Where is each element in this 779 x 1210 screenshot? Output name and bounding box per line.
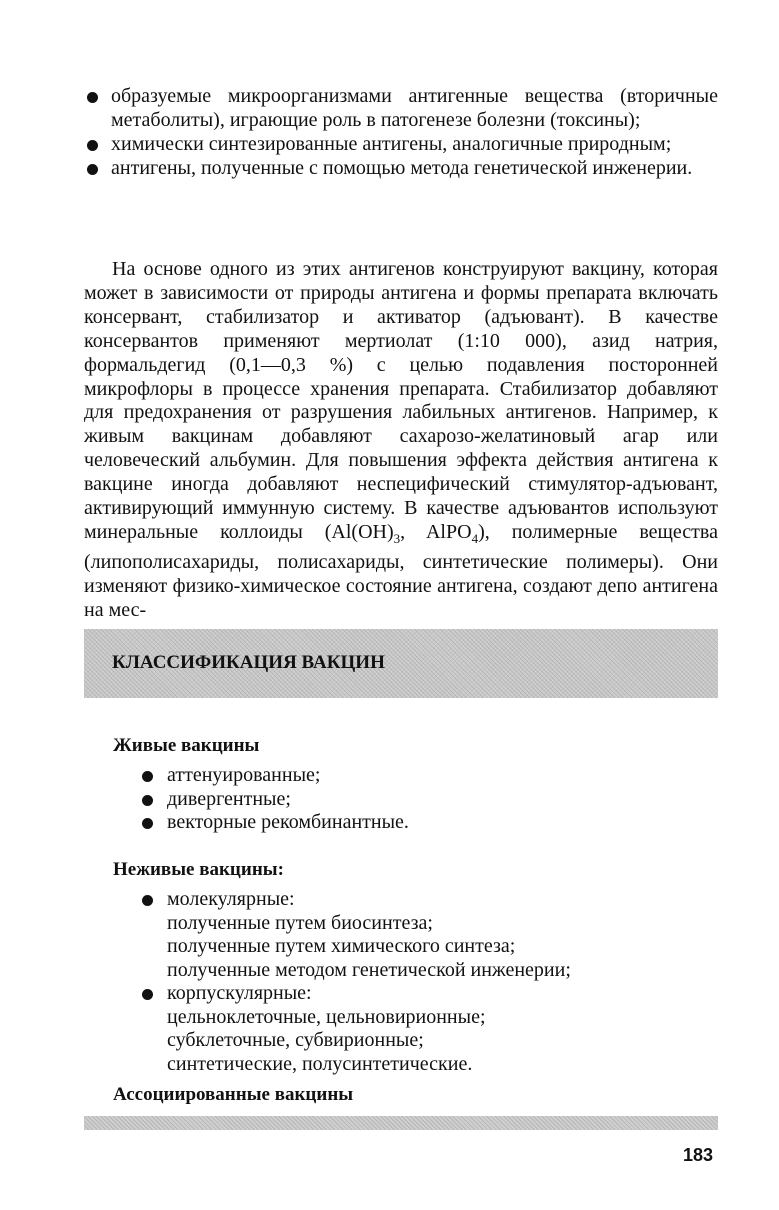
nonlive-vaccines-list [140,888,700,1076]
antigen-types-list [84,84,718,180]
bullet-icon [142,771,153,782]
page-number: 183 [683,1145,714,1165]
list-subline: синтетические, полусинтетические. [167,1052,473,1075]
bullet-icon [142,895,153,906]
nonlive-vaccines-heading: Неживые вакцины: [113,859,284,880]
list-subline: полученные путем биосинтеза; [167,911,433,934]
list-subline: полученные путем химического синтеза; [167,935,516,957]
list-item: векторные рекомбинантные. [140,811,700,835]
body-paragraph: На основе одного из этих антигенов конструируют вакцину, которая может в зависимости от природы антигена и формы препарата включать консервант, стабилизатор и активатор (адъювант). В качестве консервантов применяют мертиолат (1:10 000), азид натрия, формальдегид (0,1—0,3 %) с целью подавления посторонней микрофлоры в процессе хранения препарата. Стабилизатор добавляют для предохранения от разрушения лабильных антигенов. Например, к живым вакцинам добавляют сахарозо-желатиновый агар или человеческий альбумин. Для повышения эффекта действия антигена к вакцине иногда добавляют неспецифический стимулятор-адъювант, активирующий иммунную систему. В качестве адъювантов используют минеральные коллоиды ($Al(OH)_3$, AlPO$_4$), полимерные вещества (липополисахариды, полисахариды, синтетические полимеры). Они изменяют физико-химическое состояние антигена, создают депо антигена на мес- [84,258,718,621]
list-subline: полученные методом генетической инженерии; [167,958,571,981]
bullet-icon [87,164,98,175]
list-item: молекулярные: [140,888,700,912]
list-item: аттенуированные; [140,764,700,788]
footer-bar [84,1116,718,1130]
list-item: антигены, полученные с помощью метода генетической инженерии. [84,156,718,180]
section-title: КЛАССИФИКАЦИЯ ВАКЦИН [112,652,385,673]
bullet-icon [142,989,153,1000]
list-subline: цельноклеточные, цельновирионные; [167,1005,486,1028]
bullet-icon [87,92,98,103]
live-vaccines-list [140,764,700,835]
list-item: корпускулярные: [140,982,700,1006]
list-item: химически синтезированные антигены, аналогичные природным; [84,132,718,156]
bullet-icon [87,140,98,151]
bullet-icon [142,795,153,806]
bullet-icon [142,818,153,829]
list-item: дивергентные; [140,788,700,812]
live-vaccines-heading: Живые вакцины [113,735,260,756]
list-subline: субклеточные, субвирионные; [167,1029,424,1051]
associated-vaccines-heading: Ассоциированные вакцины [113,1084,354,1105]
list-item: образуемые микроорганизмами антигенные вещества (вторичные метаболиты), играющие роль в патогенезе болезни (токсины); [84,84,718,132]
